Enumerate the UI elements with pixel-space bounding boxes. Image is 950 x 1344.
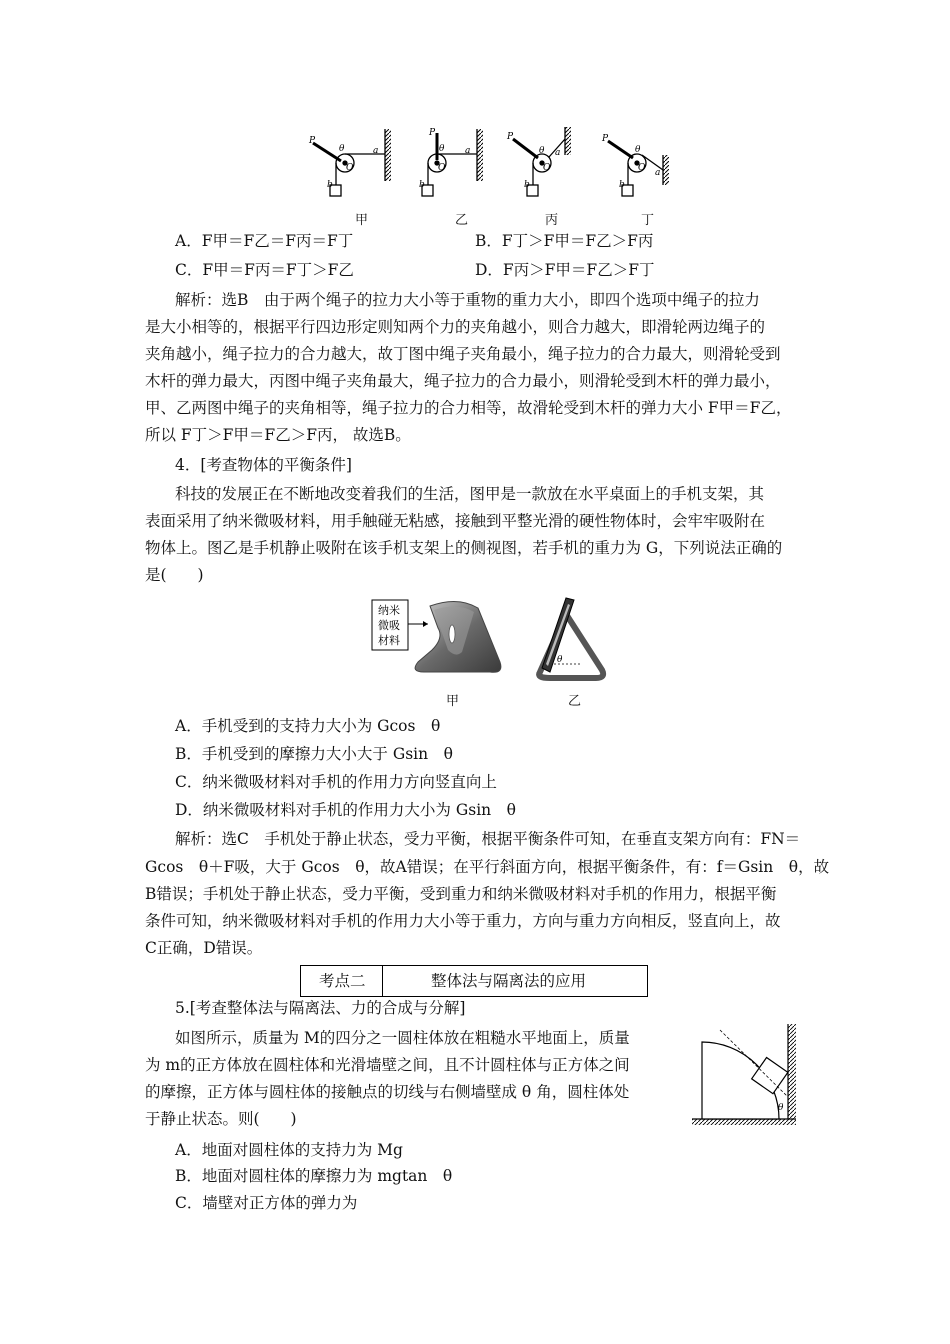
svg-text:a: a — [465, 146, 471, 156]
phone-stand-figure — [370, 592, 620, 687]
svg-text:P: P — [602, 134, 609, 144]
svg-text:O: O — [438, 163, 446, 173]
phone-stand-yi — [539, 598, 603, 678]
label-box-line: 材料 — [378, 634, 400, 647]
svg-text:O: O — [346, 163, 354, 173]
q5-stem-line: 的摩擦，正方体与圆柱体的接触点的切线与右侧墙壁成 θ 角，圆柱体处 — [145, 1083, 630, 1101]
q4-option-b: B．手机受到的摩擦力大小大于 Gsin θ — [175, 745, 453, 763]
label-box-line: 纳米 — [378, 604, 400, 617]
svg-text:O: O — [638, 163, 646, 173]
q4-analysis-line: B错误；手机处于静止状态，受力平衡，受到重力和纳米微吸材料对手机的作用力，根据平衡 — [145, 885, 777, 903]
q3-option-d: D．F丙＞F甲＝F乙＞F丁 — [475, 261, 655, 279]
q3-analysis-line: 甲、乙两图中绳子的夹角相等，绳子拉力的合力相等，故滑轮受到木杆的弹力大小 F甲＝F乙， — [145, 399, 792, 417]
svg-text:b: b — [524, 180, 530, 190]
section-title: 整体法与隔离法的应用 — [431, 972, 587, 990]
q4-analysis-line: 条件可知，纳米微吸材料对手机的作用力大小等于重力，方向与重力方向相反，竖直向上，故 — [145, 912, 781, 930]
svg-text:θ: θ — [539, 146, 545, 156]
svg-text:a: a — [555, 148, 561, 158]
q5-stem-line: 于静止状态。则( ) — [145, 1110, 297, 1128]
section-label: 考点二 — [319, 972, 366, 990]
q5-option-c: C．墙壁对正方体的弹力为 — [175, 1194, 358, 1212]
q3-analysis-line: 夹角越小，绳子拉力的合力越大，故丁图中绳子夹角最小，绳子拉力的合力最大，则滑轮受到 — [145, 345, 781, 363]
pulley-diagrams-figure — [305, 125, 685, 205]
q5-option-a: A．地面对圆柱体的支持力为 Mg — [175, 1141, 403, 1159]
cylinder-cube-figure — [690, 1022, 805, 1127]
q3-option-c: C．F甲＝F丙＝F丁＞F乙 — [175, 261, 354, 279]
q4-option-c: C．纳米微吸材料对手机的作用力方向竖直向上 — [175, 773, 497, 791]
svg-text:P: P — [429, 128, 436, 138]
section-header-table — [300, 965, 648, 997]
q4-option-d: D．纳米微吸材料对手机的作用力大小为 Gsin θ — [175, 801, 516, 819]
q5-option-b: B．地面对圆柱体的摩擦力为 mgtan θ — [175, 1167, 453, 1185]
caption-jia: 甲 — [446, 694, 460, 709]
svg-text:b: b — [619, 180, 625, 190]
q5-stem-line: 为 m的正方体放在圆柱体和光滑墙壁之间，且不计圆柱体与正方体之间 — [145, 1056, 630, 1074]
ground — [692, 1119, 796, 1125]
q5-heading: 5.[考查整体法与隔离法、力的合成与分解] — [175, 999, 466, 1017]
q4-option-a: A．手机受到的支持力大小为 Gcos θ — [175, 717, 441, 735]
caption-yi: 乙 — [455, 213, 469, 228]
q3-analysis-line: 是大小相等的，根据平行四边形定则知两个力的夹角越小，则合力越大，即滑轮两边绳子的 — [145, 318, 766, 336]
caption-yi: 乙 — [568, 694, 582, 709]
q4-stem-line: 科技的发展正在不断地改变着我们的生活，图甲是一款放在水平桌面上的手机支架，其 — [175, 485, 765, 503]
label-box-line: 微吸 — [378, 619, 400, 632]
q4-stem-line: 物体上。图乙是手机静止吸附在该手机支架上的侧视图，若手机的重力为 G，下列说法正确的 — [145, 539, 783, 557]
q4-heading: 4．[考查物体的平衡条件] — [175, 456, 352, 474]
svg-text:θ: θ — [635, 145, 641, 155]
q3-analysis-line: 解析：选B 由于两个绳子的拉力大小等于重物的重力大小，即四个选项中绳子的拉力 — [175, 291, 760, 309]
svg-text:P: P — [507, 132, 514, 142]
svg-text:b: b — [419, 180, 425, 190]
theta-label: θ — [557, 655, 563, 665]
svg-text:θ: θ — [439, 144, 445, 154]
svg-text:O: O — [543, 163, 551, 173]
q4-analysis-line: 解析：选C 手机处于静止状态，受力平衡，根据平衡条件可知，在垂直支架方向有：FN＝ — [175, 830, 801, 848]
q3-analysis-line: 木杆的弹力最大，丙图中绳子夹角最大，绳子拉力的合力最小，则滑轮受到木杆的弹力最小， — [145, 372, 781, 390]
svg-text:θ: θ — [339, 144, 345, 154]
pulley-diagram-bing — [513, 127, 571, 196]
q4-analysis-line: C正确，D错误。 — [145, 939, 263, 957]
svg-text:b: b — [327, 180, 333, 190]
svg-text:a: a — [373, 146, 379, 156]
q4-analysis-line: Gcos θ＋F吸，大于 Gcos θ，故A错误；在平行斜面方向，根据平衡条件，有：f＝Gsin θ，故 — [145, 858, 830, 876]
q4-stem-line: 是( ) — [145, 566, 204, 584]
theta-label: θ — [778, 1103, 784, 1113]
q3-option-b: B．F丁＞F甲＝F乙＞F丙 — [475, 232, 654, 250]
pulley-diagram-yi — [422, 129, 483, 196]
q3-analysis-line: 所以 F丁＞F甲＝F乙＞F丙， 故选B。 — [145, 426, 411, 444]
q4-stem-line: 表面采用了纳米微吸材料，用手触碰无粘感，接触到平整光滑的硬性物体时，会牢牢吸附在 — [145, 512, 766, 530]
caption-ding: 丁 — [641, 213, 655, 228]
wall — [788, 1024, 796, 1119]
q5-stem-line: 如图所示，质量为 M的四分之一圆柱体放在粗糙水平地面上，质量 — [175, 1029, 630, 1047]
caption-bing: 丙 — [545, 213, 559, 228]
q3-option-a: A．F甲＝F乙＝F丙＝F丁 — [175, 232, 354, 250]
svg-text:P: P — [309, 136, 316, 146]
caption-jia: 甲 — [355, 213, 369, 228]
svg-text:a: a — [655, 168, 661, 178]
